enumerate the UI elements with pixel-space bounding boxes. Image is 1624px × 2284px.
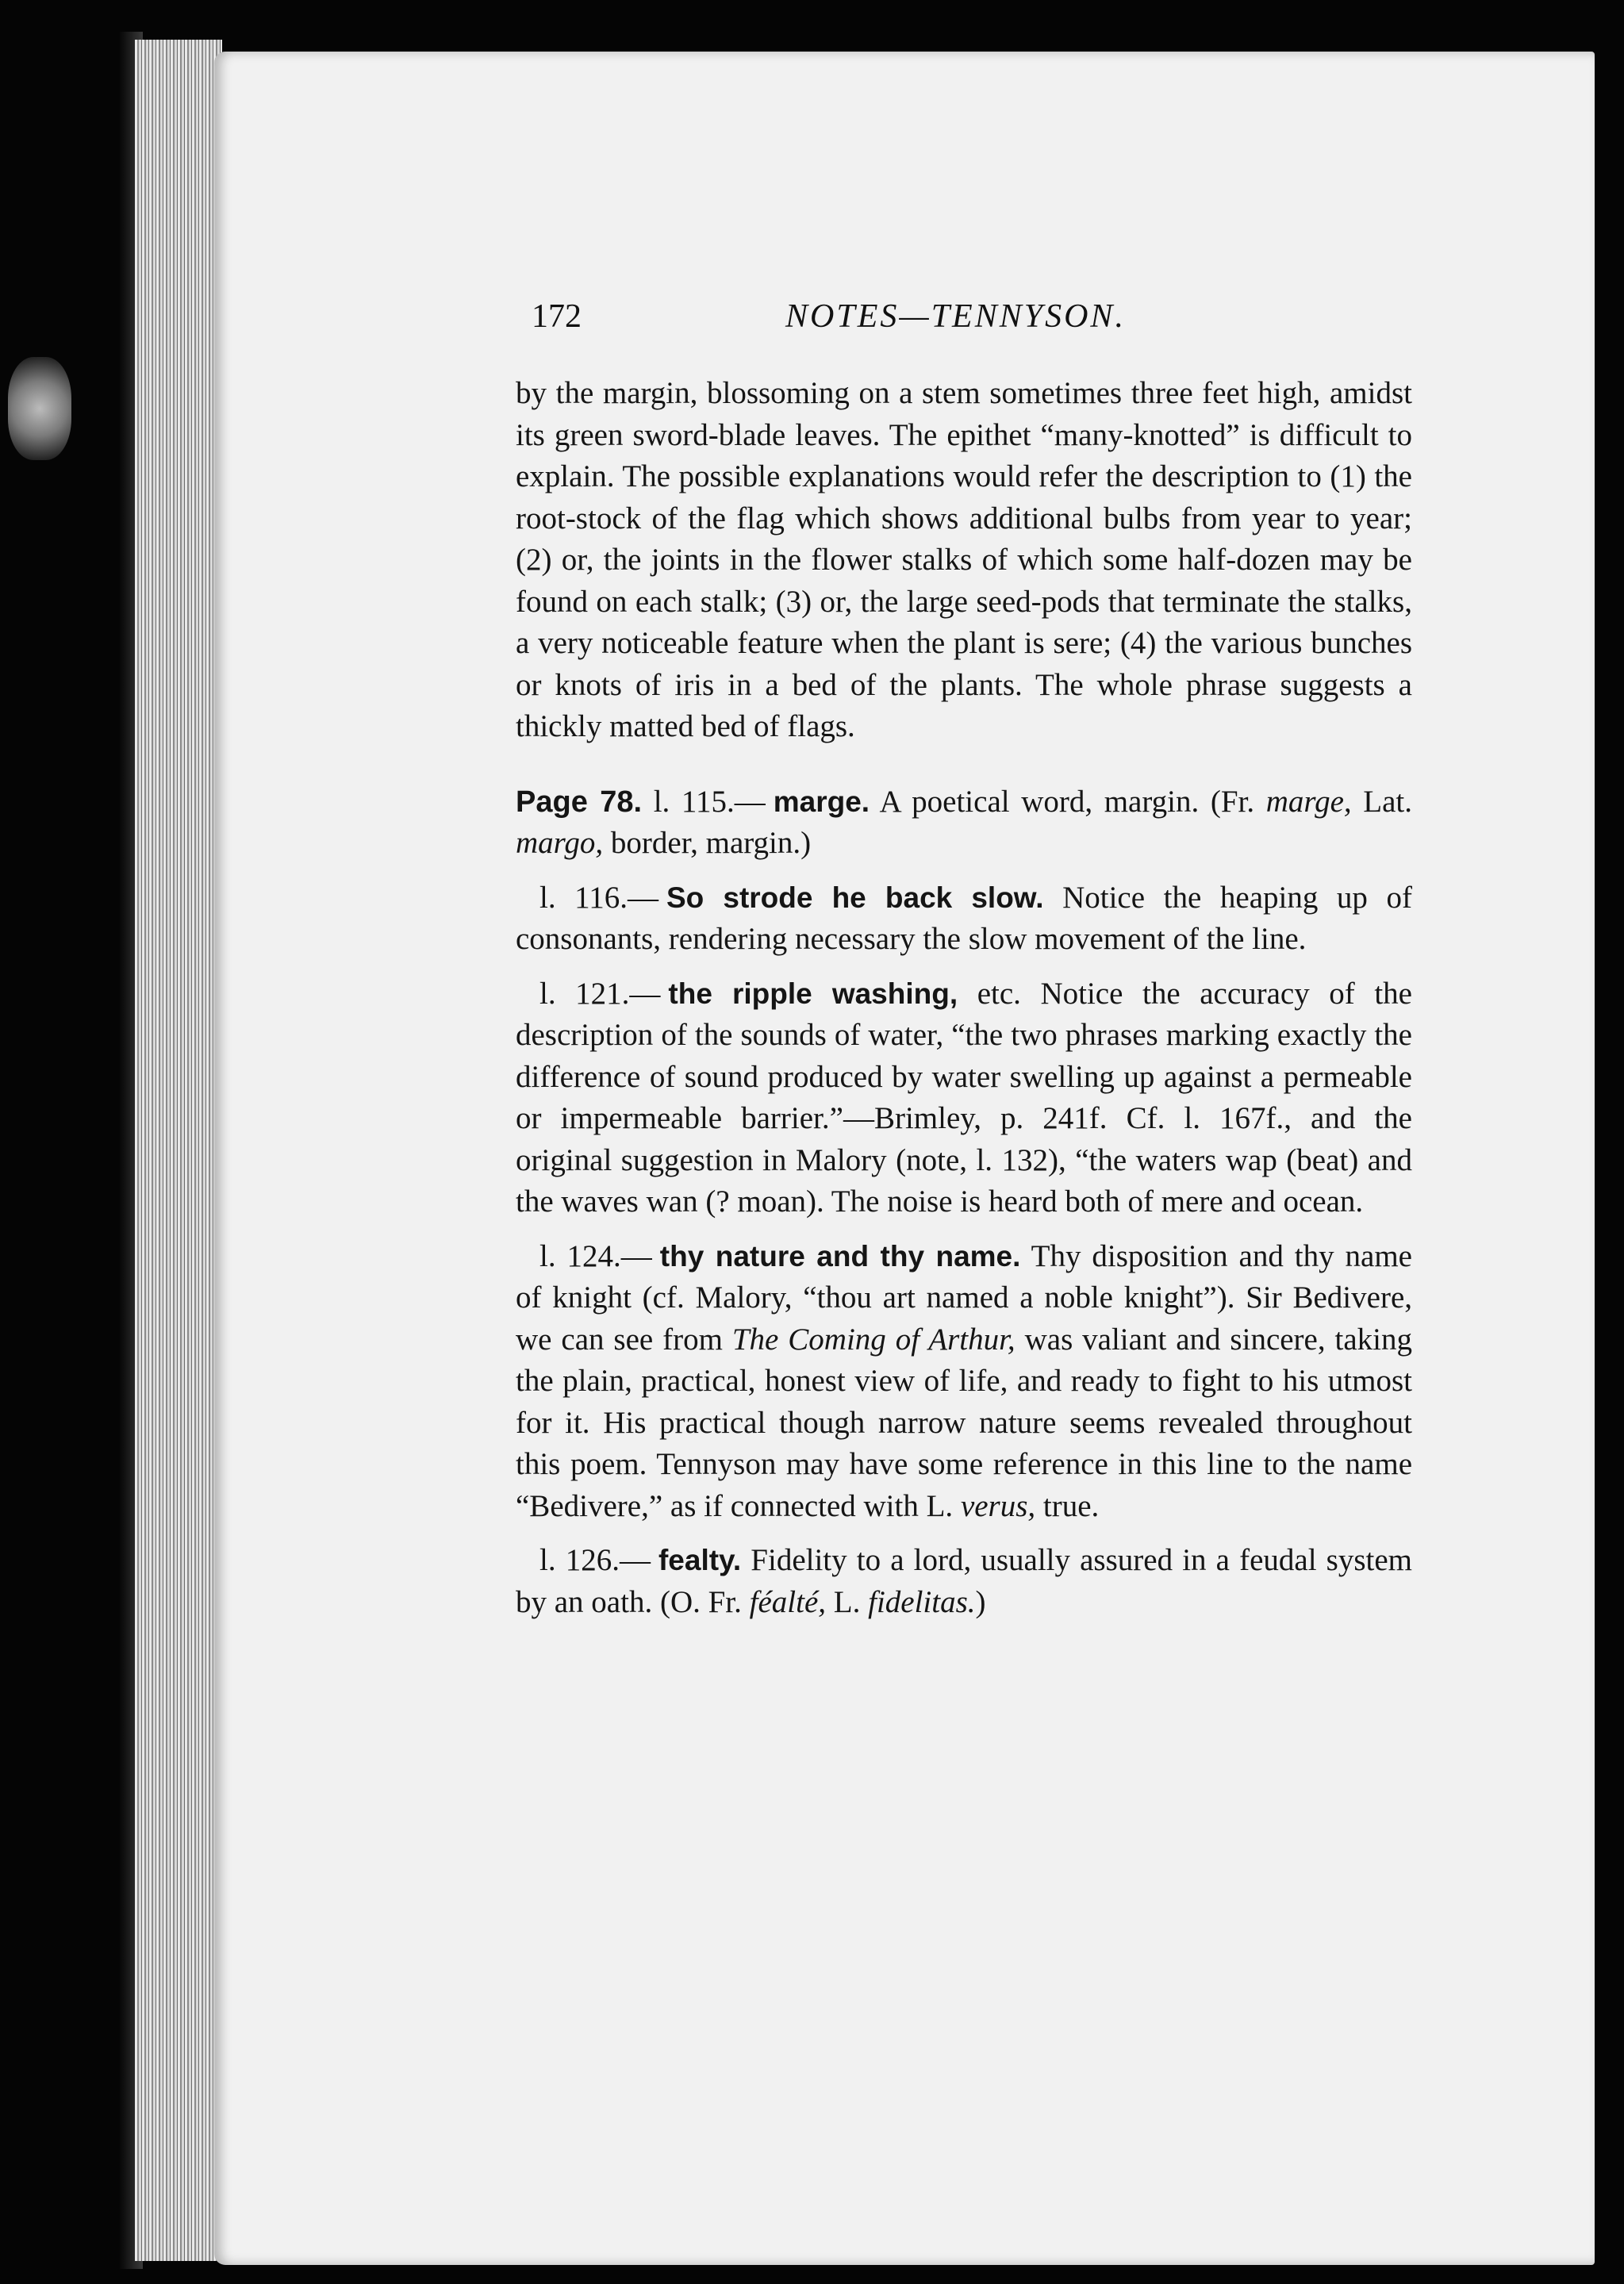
note-text: Lat.: [1351, 784, 1413, 819]
line-reference: l. 124.—: [539, 1238, 652, 1273]
note-text: Notice the heaping up of consonants, rendering necessary the slow movement of the line.: [516, 880, 1413, 956]
note-italic: fidelitas.: [868, 1584, 976, 1619]
note-text: L.: [826, 1584, 869, 1619]
note-text: true.: [1035, 1488, 1100, 1523]
note-text: ): [975, 1584, 986, 1619]
notes-text: [516, 373, 1412, 1623]
note-text: Fidelity to a lord, usually assured in a feudal system by an oath. (O. Fr.: [516, 1543, 1412, 1619]
note-italic: margo,: [516, 826, 604, 860]
note-text: border, margin.): [603, 826, 812, 860]
note-keyword: fealty.: [658, 1544, 742, 1576]
note-l116: [516, 877, 1412, 961]
note-keyword: thy nature and thy name.: [659, 1239, 1021, 1273]
note-keyword: the ripple washing,: [668, 977, 958, 1010]
note-l124: [516, 1236, 1412, 1528]
note-l115: [516, 781, 1412, 865]
note-l126: [516, 1540, 1412, 1623]
line-reference: l. 116.—: [539, 880, 658, 915]
note-text: was valiant and sincere, taking the plain, practical, honest view of life, and ready to fight to his utmost for it. His practical though narrow nature seems revealed throughout this poem. Tennyson may have some reference in this line to the name “Bedivere,” as if connected with L.: [516, 1322, 1413, 1523]
page-reference: Page 78.: [516, 785, 643, 819]
page-number: 172: [532, 298, 582, 335]
running-head: [532, 297, 1523, 345]
note-keyword: marge.: [773, 785, 870, 818]
note-italic: The Coming of Arthur,: [731, 1322, 1015, 1357]
continuation-paragraph: by the margin, blossoming on a stem sometimes three feet high, amidst its green sword-blade leaves. The epithet “many-knotted” is difficult to explain. The possible explanations would refer the description to (1) the root-stock of the flag which shows additional bulbs from year to year; (2) or, the joints in the flower stalks of which some half-dozen may be found on each stalk; (3) or, the large seed-pods that terminate the stalks, a very noticeable feature when the plant is sere; (4) the various bunches or knots of iris in a bed of the plants. The whole phrase suggests a thickly matted bed of flags.: [516, 376, 1412, 743]
note-text: A poetical word, margin. (Fr.: [870, 784, 1266, 819]
note-text: etc. Notice the accuracy of the description of the sounds of water, “the two phrases marking exactly the difference of sound produced by water swelling up against a permeable or impermeable barrier.”—Brimley, p. 241f. Cf. l. 167f., and the original suggestion in Malory (note, l. 132), “the waters wap (beat) and the waves wan (? moan). The noise is heard both of mere and ocean.: [516, 976, 1412, 1219]
line-reference: l. 115.—: [653, 784, 766, 819]
line-reference: l. 126.—: [539, 1543, 651, 1577]
book-page-edges: [135, 40, 222, 2261]
running-head-title: NOTES—TENNYSON.: [785, 298, 1126, 335]
line-reference: l. 121.—: [539, 976, 661, 1011]
note-keyword: So strode he back slow.: [666, 881, 1044, 914]
note-l121: [516, 973, 1412, 1223]
binding-stain: [8, 357, 71, 460]
note-italic: féalté,: [749, 1584, 827, 1619]
note-italic: verus,: [960, 1488, 1036, 1523]
note-text: Thy disposition and thy name of knight (cf. Malory, “thou art named a noble knight”). Sir Bedivere, we can see from: [516, 1238, 1412, 1357]
note-italic: marge,: [1265, 784, 1352, 819]
